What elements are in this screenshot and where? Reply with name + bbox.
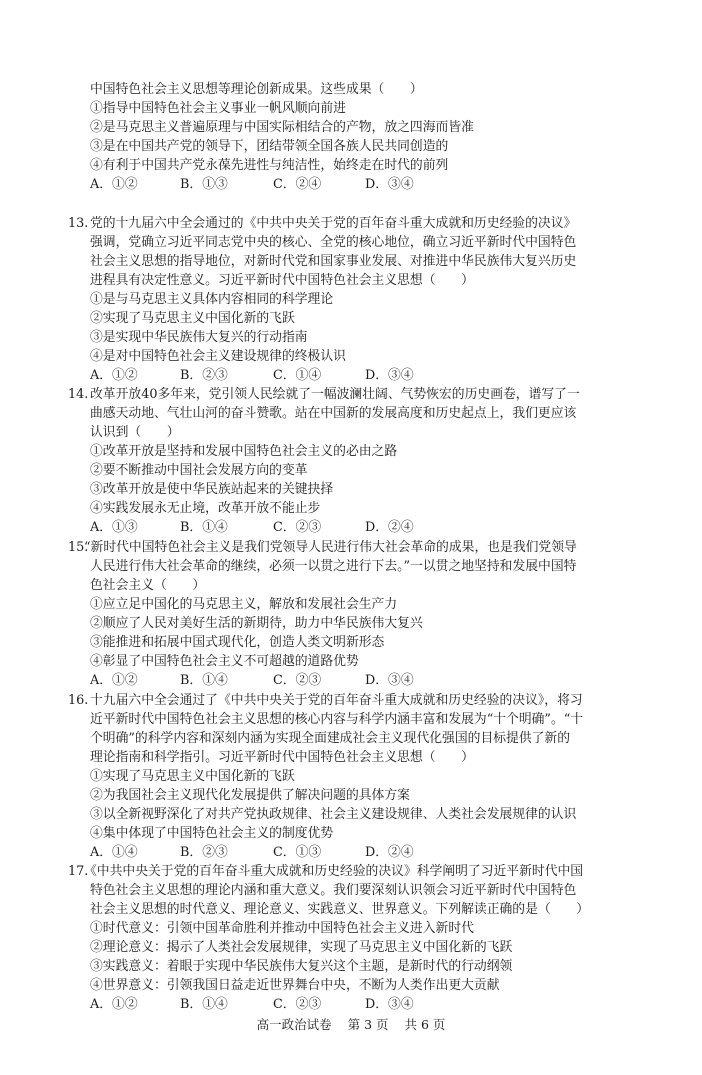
question-stem-line: 个明确”的科学内容和深刻内涵为实现全面建成社会主义现代化强国的目标提供了新的	[90, 731, 571, 746]
question-number: 15.	[68, 540, 89, 555]
question-12-choice-2: ②是马克思主义普遍原理与中国实际相结合的产物，放之四海而皆准	[90, 120, 474, 135]
option-a[interactable]: A．①②	[90, 673, 138, 688]
question-choice: ③能推进和拓展中国式现代化，创造人类文明新形态	[90, 635, 385, 650]
option-d[interactable]: D．③④	[365, 368, 414, 383]
question-choice: ④是对中国特色社会主义建设规律的终极认识	[90, 349, 346, 364]
question-choice: ①实现了马克思主义中国化新的飞跃	[90, 769, 295, 784]
option-d[interactable]: D．③④	[365, 673, 414, 688]
option-a[interactable]: A．①③	[90, 520, 138, 535]
option-d[interactable]: D．②④	[365, 845, 414, 860]
question-stem-line: 改革开放40多年来，党引领人民绘就了一幅波澜壮阔、气势恢宏的历史画卷，谱写了一	[90, 387, 580, 402]
question-choice: ④彰显了中国特色社会主义不可超越的道路优势	[90, 654, 359, 669]
page-footer	[0, 1016, 702, 1034]
question-choice: ③改革开放是使中华民族站起来的关键抉择	[90, 482, 334, 497]
option-c[interactable]: C．②③	[273, 673, 322, 688]
question-choice: ①应立足中国化的马克思主义，解放和发展社会生产力	[90, 597, 398, 612]
option-d[interactable]: D．③④	[365, 177, 414, 192]
question-stem-line: 特色社会主义思想的理论内涵和重大意义。我们要深刻认识领会习近平新时代中国特色	[90, 883, 577, 898]
question-choice: ②实现了马克思主义中国化新的飞跃	[90, 311, 295, 326]
option-b[interactable]: B．①④	[180, 997, 228, 1012]
question-stem-line: 强调，党确立习近平同志党中央的核心、全党的核心地位，确立习近平新时代中国特色	[90, 235, 577, 250]
question-stem-line: 认识到（ ）	[90, 425, 180, 440]
question-stem-line: 曲感天动地、气壮山河的奋斗赞歌。站在中国新的发展高度和历史起点上，我们更应该	[90, 406, 577, 421]
question-stem-line: 《中共中央关于党的百年奋斗重大成就和历史经验的决议》科学阐明了习近平新时代中国	[84, 864, 584, 879]
question-stem-line: 近平新时代中国特色社会主义思想的核心内容与科学内涵丰富和发展为“十个明确”。“十	[90, 712, 584, 727]
option-c[interactable]: C．②④	[273, 177, 322, 192]
question-options	[90, 366, 610, 385]
footer-total-pages: 共 6 页	[404, 1017, 446, 1032]
question-12-choice-1: ①指导中国特色社会主义事业一帆风顺向前进	[90, 101, 346, 116]
option-b[interactable]: B．①④	[180, 673, 228, 688]
question-number: 17.	[68, 864, 89, 879]
footer-page-number: 第 3 页	[347, 1017, 389, 1032]
question-12-choice-4: ④有利于中国共产党永葆先进性与纯洁性，始终走在时代的前列	[90, 158, 449, 173]
option-c[interactable]: C．②③	[273, 997, 322, 1012]
question-options	[90, 518, 610, 537]
question-stem-line: 色社会主义（ ）	[90, 578, 206, 593]
option-c[interactable]: C．①④	[273, 368, 322, 383]
question-choice: ②理论意义：揭示了人类社会发展规律，实现了马克思主义中国化新的飞跃	[90, 940, 513, 955]
option-a[interactable]: A．①④	[90, 845, 138, 860]
question-options	[90, 671, 610, 690]
question-stem-line: 党的十九届六中全会通过的《中共中央关于党的百年奋斗重大成就和历史经验的决议》	[90, 216, 577, 231]
question-12-choice-3: ③是在中国共产党的领导下，团结带领全国各族人民共同创造的	[90, 139, 449, 154]
question-choice: ②为我国社会主义现代化发展提供了解决问题的具体方案	[90, 788, 410, 803]
question-choice: ③以全新视野深化了对共产党执政规律、社会主义建设规律、人类社会发展规律的认识	[90, 807, 577, 822]
option-c[interactable]: C．②③	[273, 520, 322, 535]
question-number: 14.	[68, 387, 89, 402]
option-b[interactable]: B．①③	[180, 177, 228, 192]
question-stem-line: 进程具有决定性意义。习近平新时代中国特色社会主义思想（ ）	[90, 273, 474, 288]
question-stem-line: 人民进行伟大社会革命的继续，必须一以贯之进行下去。”一以贯之地坚持和发展中国特	[90, 559, 577, 574]
question-number: 16.	[68, 693, 89, 708]
question-options	[90, 995, 610, 1014]
option-a[interactable]: A．①②	[90, 997, 138, 1012]
question-stem-line: 理论指南和科学指引。习近平新时代中国特色社会主义思想（ ）	[90, 750, 474, 765]
question-stem-line: 社会主义思想的时代意义、理论意义、实践意义、世界意义。下列解读正确的是（ ）	[90, 902, 590, 917]
option-b[interactable]: B．②③	[180, 368, 228, 383]
footer-subject: 高一政治试卷	[256, 1017, 332, 1032]
option-b[interactable]: B．①④	[180, 520, 228, 535]
option-d[interactable]: D．③④	[365, 997, 414, 1012]
question-stem-line: 社会主义思想的指导地位，对新时代党和国家事业发展、对推进中华民族伟大复兴历史	[90, 254, 577, 269]
question-choice: ④集中体现了中国特色社会主义的制度优势	[90, 826, 334, 841]
question-choice: ②要不断推动中国社会发展方向的变革	[90, 463, 308, 478]
question-choice: ④实践发展永无止境，改革开放不能止步	[90, 501, 321, 516]
question-options	[90, 843, 610, 862]
question-number: 13.	[68, 216, 89, 231]
question-12-line: 中国特色社会主义思想等理论创新成果。这些成果（ ）	[90, 82, 423, 97]
question-choice: ③实践意义：着眼于实现中华民族伟大复兴这个主题，是新时代的行动纲领	[90, 959, 513, 974]
question-stem-line: 十九届六中全会通过了《中共中央关于党的百年奋斗重大成就和历史经验的决议》，将习	[90, 693, 583, 708]
option-a[interactable]: A．①②	[90, 368, 138, 383]
option-d[interactable]: D．②④	[365, 520, 414, 535]
question-12-options	[90, 175, 610, 194]
option-c[interactable]: C．①③	[273, 845, 322, 860]
option-a[interactable]: A．①②	[90, 177, 138, 192]
question-choice: ①时代意义：引领中国革命胜利并推动中国特色社会主义进入新时代	[90, 921, 474, 936]
question-choice: ②顺应了人民对美好生活的新期待，助力中华民族伟大复兴	[90, 616, 423, 631]
question-choice: ③是实现中华民族伟大复兴的行动指南	[90, 330, 308, 345]
option-b[interactable]: B．②③	[180, 845, 228, 860]
question-stem-line: “新时代中国特色社会主义是我们党领导人民进行伟大社会革命的成果，也是我们党领导	[84, 540, 577, 555]
question-choice: ①是与马克思主义具体内容相同的科学理论	[90, 292, 334, 307]
question-choice: ④世界意义：引领我国日益走近世界舞台中央，不断为人类作出更大贡献	[90, 978, 500, 993]
question-choice: ①改革开放是坚持和发展中国特色社会主义的必由之路	[90, 444, 398, 459]
